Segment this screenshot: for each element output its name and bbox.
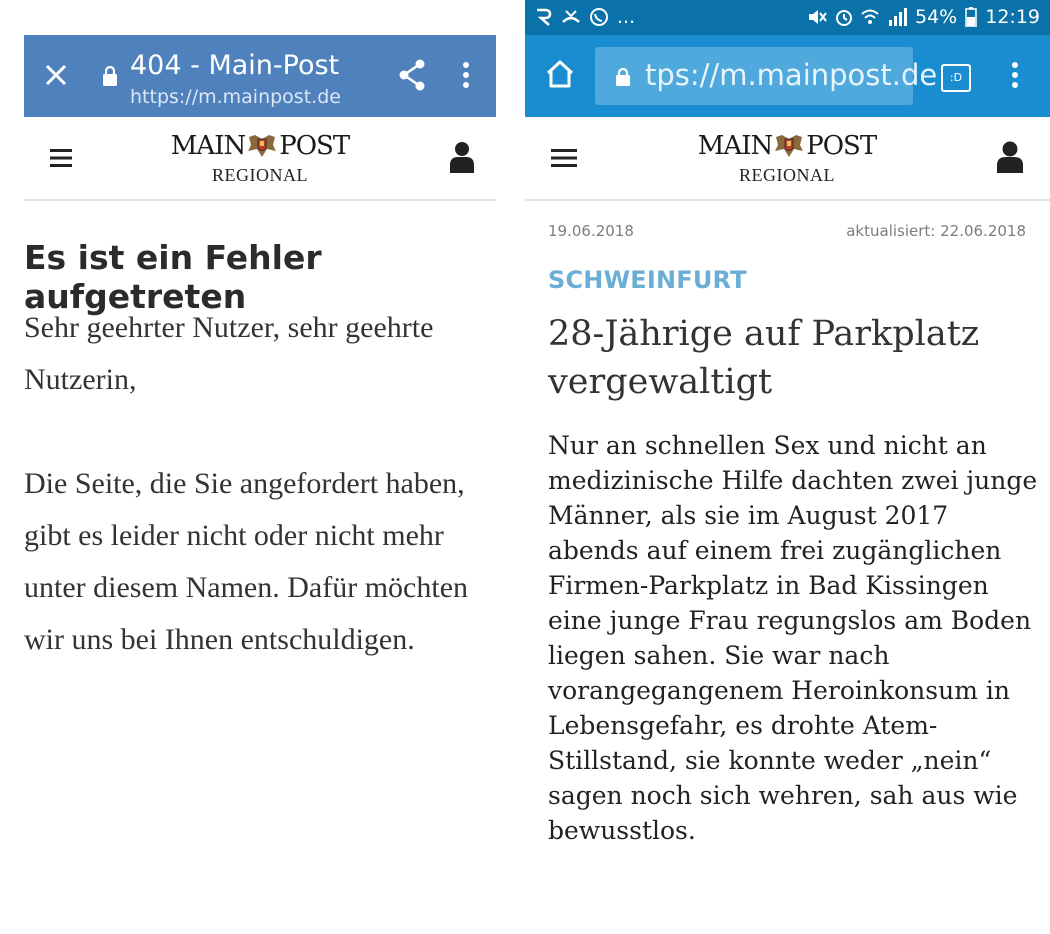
missed-call-icon	[561, 8, 581, 26]
article-headline[interactable]: 28-Jährige auf Parkplatz vergewaltigt	[548, 314, 980, 402]
logo-main-text: MAIN	[697, 131, 773, 161]
site-header	[24, 117, 496, 201]
notification-app-icon	[535, 8, 553, 26]
clock: 12:19	[985, 6, 1040, 28]
article-teaser: Nur an schnellen Sex und nicht an medizinische Hilfe dachten zwei junge Männer, als sie im August 2017 abends auf einem frei zugänglichen Firmen-Parkplatz in Bad Kissingen eine junge Frau regungslos am Boden liegen sahen. Sie war nach vorangegangenem Heroinkonsum in Lebensgefahr, es drohte Atem-Stillstand, sie konnte weder „nein“ sagen noch sich wehren, sah aus wie bewusstlos.	[548, 431, 1038, 845]
right-screenshot	[525, 0, 1050, 934]
alarm-icon	[835, 8, 853, 26]
user-icon[interactable]	[450, 141, 474, 173]
menu-icon[interactable]	[50, 149, 72, 167]
logo-post-text: POST	[279, 131, 350, 161]
mute-icon	[807, 8, 827, 26]
menu-icon[interactable]	[551, 149, 577, 167]
signal-icon	[887, 8, 907, 26]
article-updated: aktualisiert: 22.06.2018	[846, 222, 1026, 240]
article-date: 19.06.2018	[548, 222, 634, 240]
url-bar[interactable]	[595, 47, 938, 105]
error-heading: Es ist ein Fehler aufgetreten	[24, 238, 322, 316]
close-icon[interactable]	[44, 57, 68, 93]
battery-percent: 54%	[915, 6, 958, 28]
browser-toolbar	[525, 35, 1050, 117]
tab-switcher-button[interactable]: :D	[941, 64, 971, 92]
user-icon[interactable]	[997, 141, 1023, 173]
status-overflow: ...	[617, 6, 636, 28]
lock-icon	[615, 67, 631, 87]
share-icon[interactable]	[398, 59, 426, 91]
site-header	[525, 117, 1050, 201]
main-post-logo[interactable]	[697, 131, 877, 186]
home-icon[interactable]	[545, 59, 575, 89]
article-category[interactable]: SCHWEINFURT	[548, 266, 747, 294]
more-options-icon[interactable]	[1011, 61, 1019, 89]
error-message: Die Seite, die Sie angefordert haben, gibt es leider nicht oder nicht mehr unter diesem Namen. Dafür möchten wir uns bei Ihnen entschuldigen.	[24, 467, 469, 656]
lock-icon	[102, 65, 118, 87]
coat-of-arms-icon	[247, 133, 277, 159]
more-options-icon[interactable]	[462, 61, 470, 89]
page-title[interactable]: 404 - Main-Post	[130, 50, 340, 81]
error-greeting: Sehr geehrter Nutzer, sehr geehrte Nutzerin,	[24, 311, 434, 396]
status-bar	[525, 0, 1050, 35]
logo-subtitle: REGIONAL	[739, 165, 835, 185]
logo-main-text: MAIN	[170, 131, 246, 161]
logo-post-text: POST	[806, 131, 877, 161]
wifi-icon	[861, 8, 879, 26]
url-text[interactable]: https://m.mainpost.de	[130, 86, 341, 108]
left-screenshot	[24, 0, 496, 934]
main-post-logo[interactable]	[170, 131, 350, 186]
coat-of-arms-icon	[774, 133, 804, 159]
browser-toolbar	[24, 35, 496, 117]
logo-subtitle: REGIONAL	[212, 165, 308, 185]
whatsapp-icon	[589, 7, 609, 27]
battery-icon	[965, 7, 977, 27]
url-text[interactable]: tps://m.mainpost.de	[645, 58, 938, 92]
